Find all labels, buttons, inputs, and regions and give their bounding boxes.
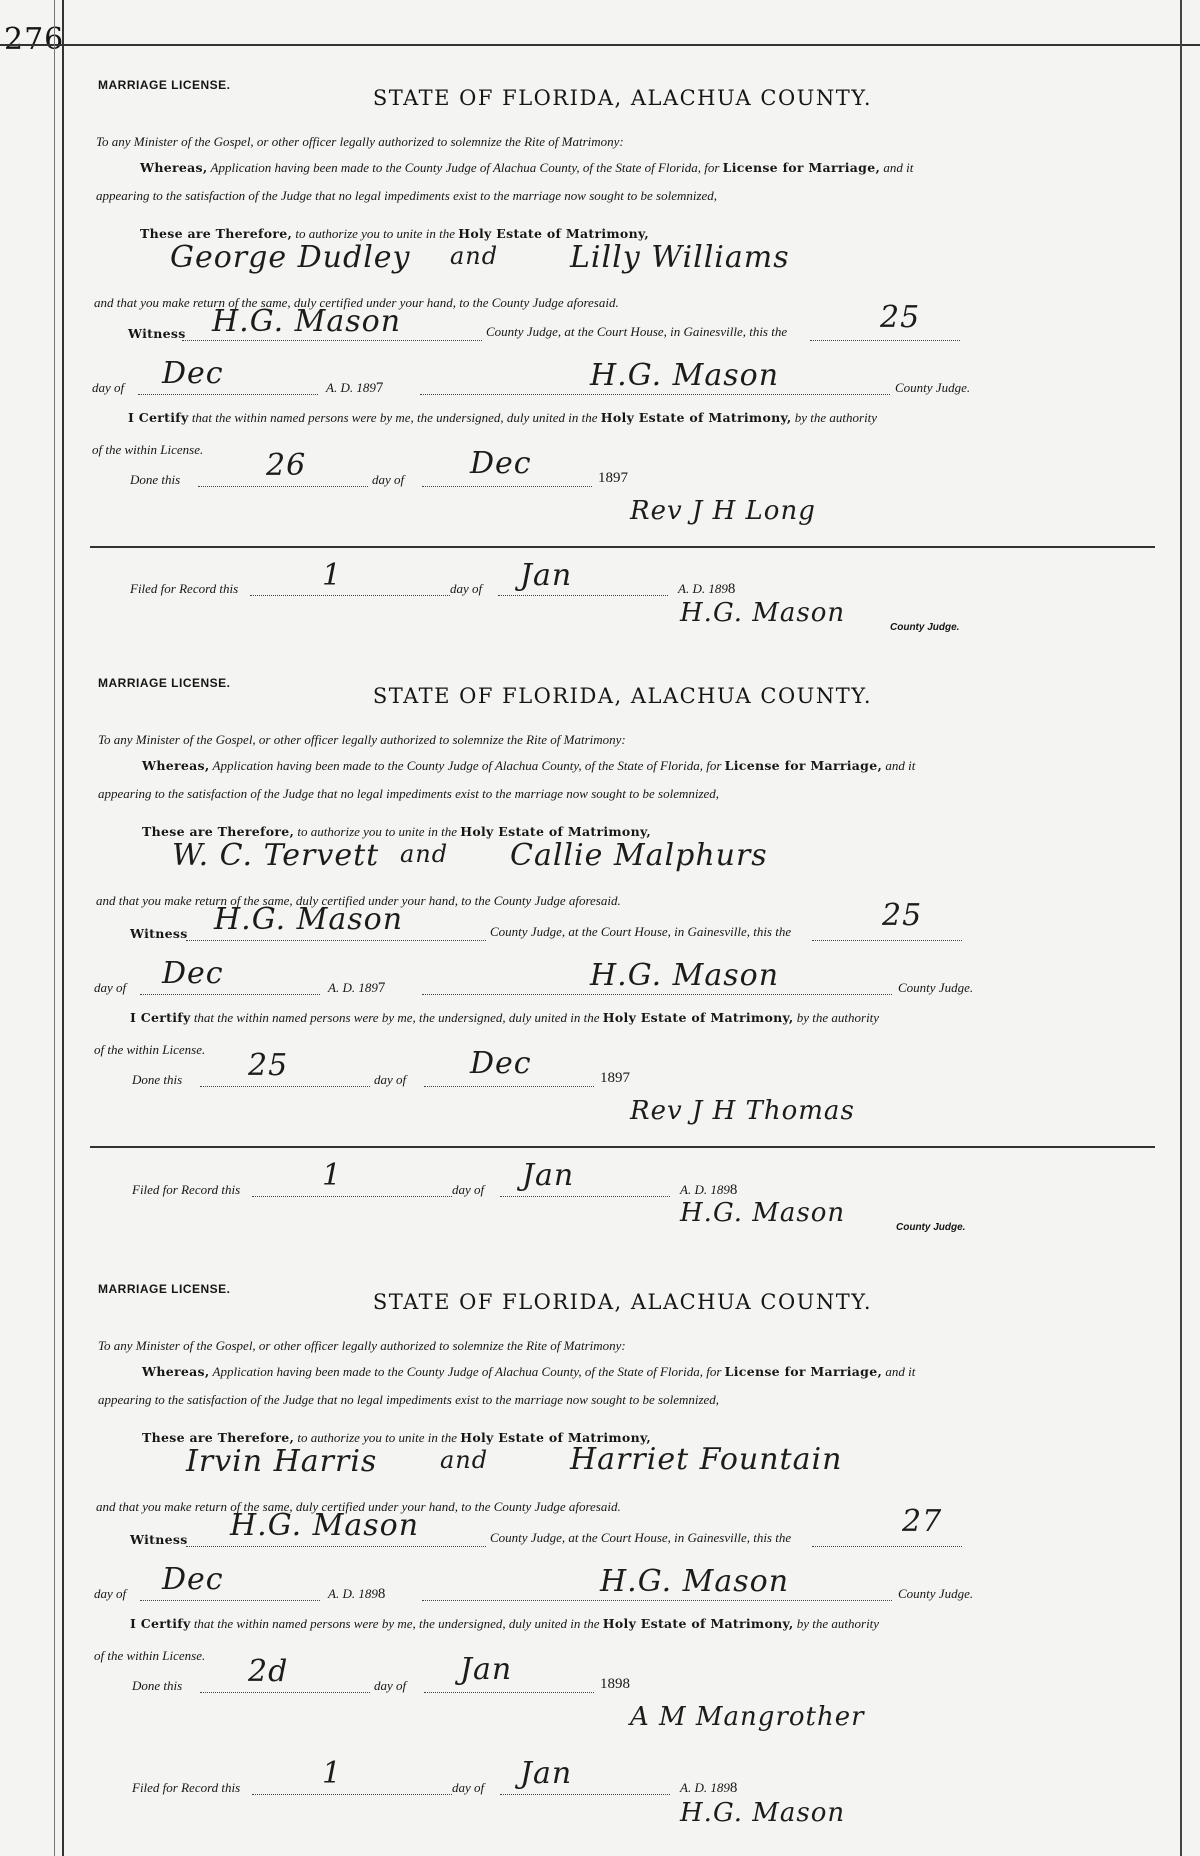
license-label: MARRIAGE LICENSE. <box>98 676 231 690</box>
filed-year: A. D. 1898 <box>680 1182 738 1198</box>
county-judge-at: County Judge, at the Court House, in Gainesville, this the <box>490 924 792 939</box>
done-year: 1897 <box>600 1070 630 1086</box>
witness-signature: H.G. Mason <box>230 1508 420 1543</box>
county-judge-label: County Judge. <box>895 380 971 395</box>
of-within-license: of the within License. <box>92 442 204 457</box>
license-heading: STATE OF FLORIDA, ALACHUA COUNTY. <box>372 86 873 110</box>
groom-name: Irvin Harris <box>186 1444 378 1479</box>
done-this: Done this <box>132 1072 183 1087</box>
license-for-marriage: License for Marriage, <box>722 160 881 175</box>
filed-year: A. D. 1898 <box>678 581 736 597</box>
of-within-license: of the within License. <box>94 1648 206 1663</box>
address-line: To any Minister of the Gospel, or other officer legally authorized to solemnize the Rite of Matrimony: <box>98 1338 626 1353</box>
conjunction: and <box>440 1446 489 1474</box>
these-word: These are Therefore, <box>140 226 293 241</box>
these-text: to authorize you to unite in the <box>295 226 456 241</box>
marriage-license-3 <box>90 1282 1155 1842</box>
filed-month: Jan <box>520 1756 573 1791</box>
done-day: 25 <box>248 1048 289 1083</box>
filed-day-of: day of <box>452 1780 485 1795</box>
bride-name: Harriet Fountain <box>570 1442 843 1477</box>
filed-month: Jan <box>520 558 573 593</box>
certify-word: I Certify <box>128 410 189 425</box>
license-month: Dec <box>162 356 224 391</box>
done-this: Done this <box>130 472 181 487</box>
return-line: and that you make return of the same, duly certified under your hand, to the County Judge aforesaid. <box>96 1499 621 1514</box>
whereas-line: Whereas, Application having been made to the County Judge of Alachua County, of the State of Florida, for License for Marriage, and it <box>142 1364 916 1379</box>
these-line: These are Therefore, to authorize you to unite in the Holy Estate of Matrimony, <box>142 1430 651 1445</box>
return-line: and that you make return of the same, duly certified under your hand, to the County Judge aforesaid. <box>96 893 621 908</box>
appearing-line: appearing to the satisfaction of the Judge that no legal impediments exist to the marriage now sought to be solemnized, <box>96 188 718 203</box>
marriage-license-2 <box>90 676 1155 1236</box>
margin-rule <box>62 0 64 1856</box>
judge-signature: H.G. Mason <box>600 1564 790 1599</box>
done-year: 1898 <box>600 1676 630 1692</box>
done-month: Dec <box>470 446 532 481</box>
filed-month: Jan <box>522 1158 575 1193</box>
certify-line: I Certify that the within named persons were by me, the undersigned, duly united in the Holy Estate of Matrimony, by the authority <box>128 410 878 425</box>
county-judge-label: County Judge. <box>898 980 974 995</box>
done-month: Jan <box>460 1652 513 1687</box>
done-day-of: day of <box>374 1072 407 1087</box>
judge-signature: H.G. Mason <box>590 958 780 993</box>
page-number: 276 <box>4 22 65 57</box>
whereas-tail: and it <box>883 160 914 175</box>
done-day: 2d <box>248 1654 289 1689</box>
groom-name: W. C. Tervett <box>172 838 380 873</box>
filed-year: A. D. 1898 <box>680 1780 738 1796</box>
bride-name: Callie Malphurs <box>510 838 768 873</box>
filed-day-of: day of <box>450 581 483 596</box>
officiant-signature: A M Mangrother <box>630 1702 865 1732</box>
license-label: MARRIAGE LICENSE. <box>98 78 231 92</box>
day-of: day of <box>94 1586 127 1601</box>
witness-signature: H.G. Mason <box>214 902 404 937</box>
filed-signature: H.G. Mason <box>680 1798 846 1828</box>
witness-word: Witness <box>128 326 186 341</box>
address-line: To any Minister of the Gospel, or other officer legally authorized to solemnize the Rite of Matrimony: <box>98 732 626 747</box>
license-year: A. D. 1897 <box>326 380 384 396</box>
filed-day-of: day of <box>452 1182 485 1197</box>
filed-county-judge: County Judge. <box>890 622 960 633</box>
appearing-line: appearing to the satisfaction of the Judge that no legal impediments exist to the marriage now sought to be solemnized, <box>98 786 720 801</box>
license-day: 27 <box>902 1504 943 1539</box>
license-heading: STATE OF FLORIDA, ALACHUA COUNTY. <box>372 684 873 708</box>
filed-for-record: Filed for Record this <box>130 581 239 596</box>
conjunction: and <box>400 840 449 868</box>
done-year: 1897 <box>598 470 628 486</box>
marriage-license-1 <box>90 78 1155 638</box>
whereas-line: Whereas, Application having been made to the County Judge of Alachua County, of the State of Florida, for License for Marriage, and it <box>142 758 916 773</box>
filed-signature: H.G. Mason <box>680 598 846 628</box>
filed-day: 1 <box>322 1158 343 1193</box>
license-heading: STATE OF FLORIDA, ALACHUA COUNTY. <box>372 1290 873 1314</box>
license-day: 25 <box>880 300 921 335</box>
filed-for-record: Filed for Record this <box>132 1780 241 1795</box>
done-day: 26 <box>266 448 307 483</box>
judge-signature: H.G. Mason <box>590 358 780 393</box>
officiant-signature: Rev J H Thomas <box>630 1096 855 1126</box>
bride-name: Lilly Williams <box>570 240 790 275</box>
groom-name: George Dudley <box>170 240 411 275</box>
county-judge-at: County Judge, at the Court House, in Gainesville, this the <box>490 1530 792 1545</box>
filed-day: 1 <box>322 1756 343 1791</box>
license-label: MARRIAGE LICENSE. <box>98 1282 231 1296</box>
conjunction: and <box>450 242 499 270</box>
witness-word: Witness <box>130 926 188 941</box>
license-year: A. D. 1897 <box>328 980 386 996</box>
return-line: and that you make return of the same, duly certified under your hand, to the County Judge aforesaid. <box>94 295 619 310</box>
officiant-signature: Rev J H Long <box>630 496 816 526</box>
whereas-word: Whereas, <box>140 160 208 175</box>
witness-word: Witness <box>130 1532 188 1547</box>
filed-day: 1 <box>322 558 343 593</box>
appearing-line: appearing to the satisfaction of the Judge that no legal impediments exist to the marriage now sought to be solemnized, <box>98 1392 720 1407</box>
done-month: Dec <box>470 1046 532 1081</box>
day-of: day of <box>94 980 127 995</box>
certify-line: I Certify that the within named persons were by me, the undersigned, duly united in the Holy Estate of Matrimony, by the authority <box>130 1010 880 1025</box>
of-within-license: of the within License. <box>94 1042 206 1057</box>
license-year: A. D. 1898 <box>328 1586 386 1602</box>
witness-signature: H.G. Mason <box>212 304 402 339</box>
top-rule <box>0 44 1200 46</box>
day-of: day of <box>92 380 125 395</box>
margin-rule-outer <box>54 0 55 1856</box>
filed-county-judge: County Judge. <box>896 1222 966 1233</box>
whereas-text: Application having been made to the County Judge of Alachua County, of the State of Florida, for <box>210 160 720 175</box>
right-rule <box>1180 0 1182 1856</box>
certify-line: I Certify that the within named persons were by me, the undersigned, duly united in the Holy Estate of Matrimony, by the authority <box>130 1616 880 1631</box>
whereas-line <box>140 160 913 176</box>
license-month: Dec <box>162 1562 224 1597</box>
county-judge-at: County Judge, at the Court House, in Gainesville, this the <box>486 324 788 339</box>
these-line: These are Therefore, to authorize you to unite in the Holy Estate of Matrimony, <box>142 824 651 839</box>
county-judge-label: County Judge. <box>898 1586 974 1601</box>
holy-estate: Holy Estate of Matrimony, <box>458 226 649 241</box>
done-day-of: day of <box>372 472 405 487</box>
filed-signature: H.G. Mason <box>680 1198 846 1228</box>
done-this: Done this <box>132 1678 183 1693</box>
license-day: 25 <box>882 898 923 933</box>
license-month: Dec <box>162 956 224 991</box>
filed-for-record: Filed for Record this <box>132 1182 241 1197</box>
done-day-of: day of <box>374 1678 407 1693</box>
address-line: To any Minister of the Gospel, or other officer legally authorized to solemnize the Rite of Matrimony: <box>96 134 624 149</box>
